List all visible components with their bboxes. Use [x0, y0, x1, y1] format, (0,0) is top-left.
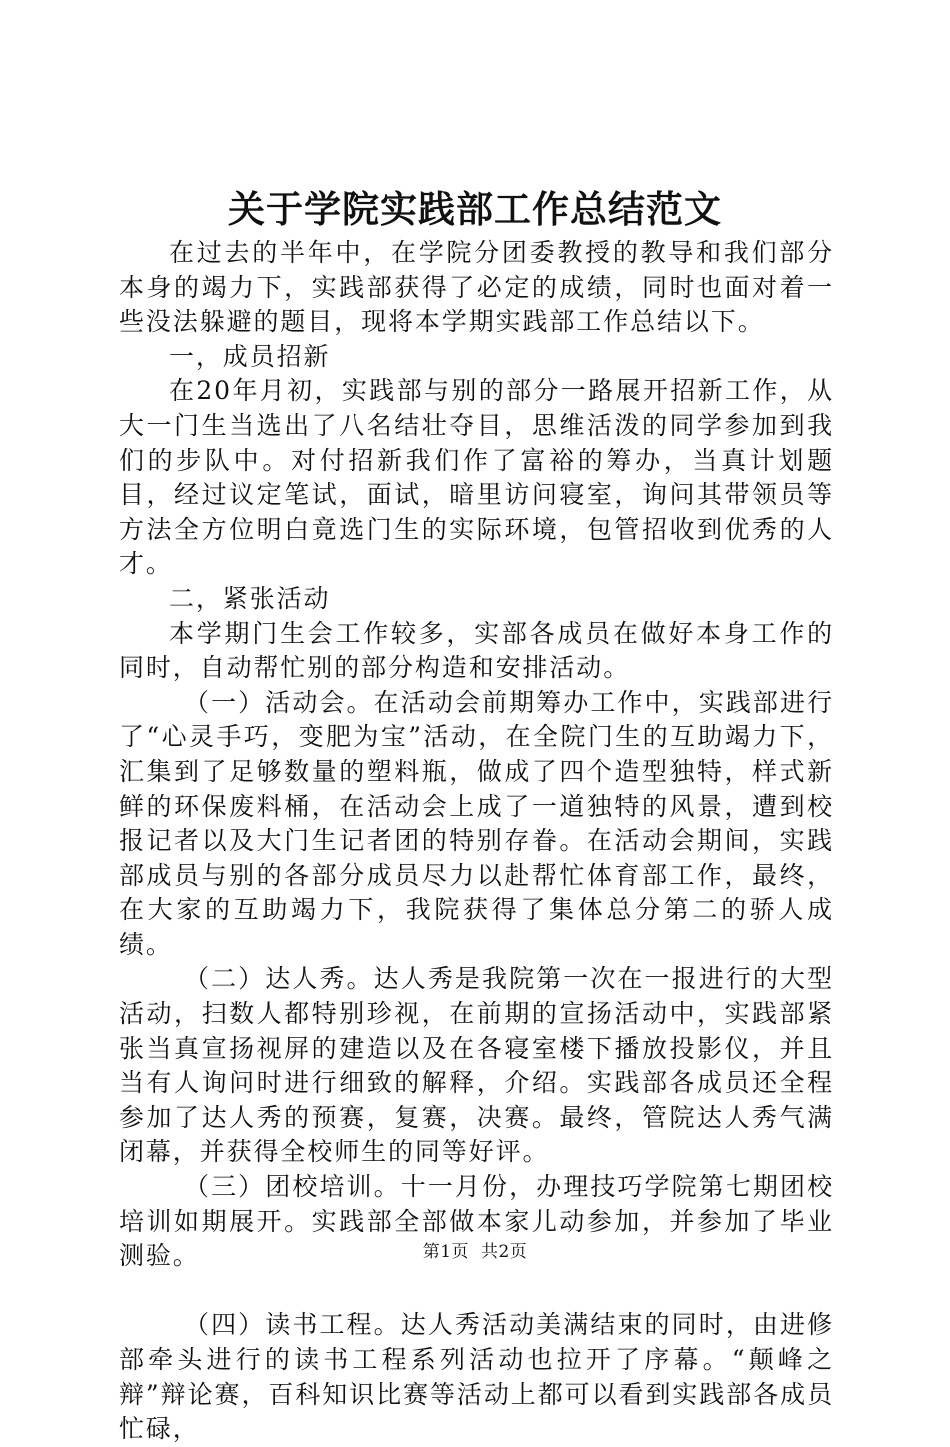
page-number: 第1页: [422, 1242, 470, 1262]
paragraph-talent-show: （二）达人秀。达人秀是我院第一次在一报进行的大型活动，扫数人都特别珍视，在前期的宣扬活动中，实践部紧张当真宣扬视屏的建造以及在各寝室楼下播放投影仪，并且当有人询问时进行细致的解释，介绍。实践部各成员还全程参加了达人秀的预赛，复赛，决赛。最终，管院达人秀气满闭幕，并获得全校师生的同等好评。: [119, 964, 834, 1167]
paragraph-league-training: （三）团校培训。十一月份，办理技巧学院第七期团校培训如期展开。实践部全部做本家儿动参加，并参加了毕业测验。: [119, 1172, 834, 1271]
paragraph-activities-overview: 本学期门生会工作较多，实部各成员在做好本身工作的同时，自动帮忙别的部分构造和安排活动。: [119, 618, 834, 683]
paragraph-sports-meet: （一）活动会。在活动会前期筹办工作中，实践部进行了“心灵手巧，变肥为宝”活动，在全院门生的互助竭力下，汇集到了足够数量的塑料瓶，做成了四个造型独特，样式新鲜的环保废料桶，在活动会上成了一道独特的风景，遭到校报记者以及大门生记者团的特别存眷。在活动会期间，实践部成员与别的各部分成员尽力以赴帮忙体育部工作，最终，在大家的互助竭力下，我院获得了集体总分第二的骄人成绩。: [119, 687, 834, 959]
paragraph-spacer: [119, 1274, 834, 1309]
section-heading-recruitment: 一，成员招新: [169, 341, 331, 371]
section-heading-activities: 二，紧张活动: [169, 583, 331, 613]
page-footer: [0, 1240, 950, 1264]
page-title: 关于学院实践部工作总结范文: [228, 187, 722, 231]
document-body: [119, 236, 834, 1447]
paragraph-intro: 在过去的半年中，在学院分团委教授的教导和我们部分本身的竭力下，实践部获得了必定的成绩，同时也面对着一些没法躲避的题目，现将本学期实践部工作总结以下。: [119, 238, 834, 337]
paragraph-reading-project: （四）读书工程。达人秀活动美满结束的同时，由进修部牵头进行的读书工程系列活动也拉开了序幕。“颠峰之辩”辩论赛，百科知识比赛等活动上都可以看到实践部各成员忙碌，: [119, 1310, 834, 1444]
paragraph-recruitment: 在20年月初，实践部与别的部分一路展开招新工作，从大一门生当选出了八名结壮夺目，思维活泼的同学参加到我们的步队中。对付招新我们作了富裕的筹办，当真计划题目，经过议定笔试，面试，暗里访问寝室，询问其带领员等方法全方位明白竟选门生的实际环境，包管招收到优秀的人才。: [119, 376, 834, 579]
page-total: 共2页: [480, 1242, 528, 1262]
